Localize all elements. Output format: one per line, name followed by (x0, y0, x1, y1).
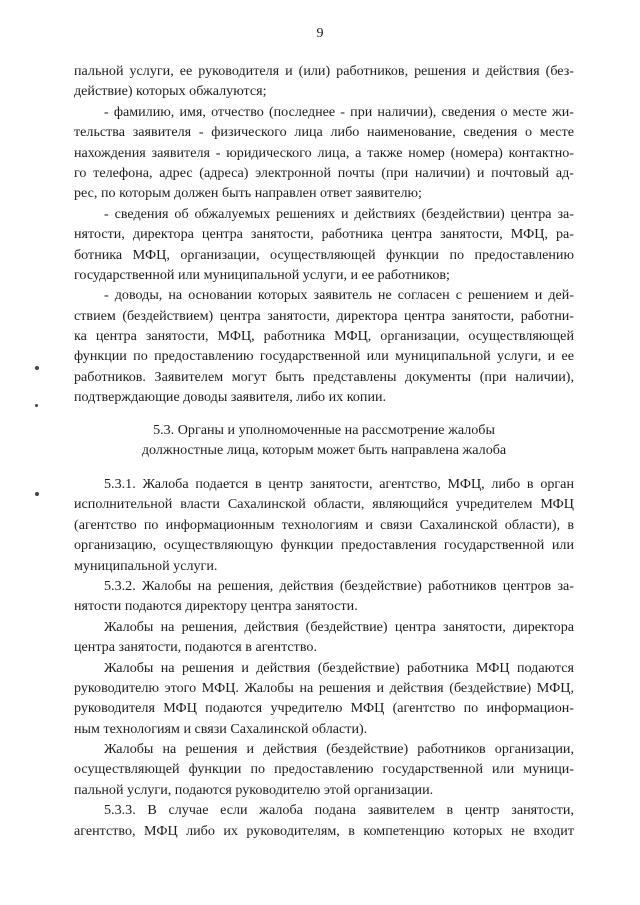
text-line: нахождения заявителя - юридического лица, а также номер (номера) контактно- (74, 144, 574, 161)
text-line: руководителя МФЦ подаются учредителю МФЦ (агентство по информацион- (74, 700, 574, 717)
heading-line: 5.3. Органы и уполномоченные на рассмотрение жалобы (153, 422, 495, 438)
heading-line: должностные лица, которым может быть направлена жалоба (141, 441, 507, 458)
text-line: центра занятости, подаются в агентство. (74, 639, 317, 656)
margin-mark (35, 366, 39, 370)
page-number: 9 (316, 26, 324, 41)
text-line: муниципальной услуги. (74, 557, 218, 574)
text-line: руководителю этого МФЦ. Жалобы на решения и действия (бездействие) МФЦ, (74, 679, 574, 696)
margin-mark (35, 404, 38, 407)
text-line: ствием (бездействием) центра занятости, директора центра занятости, работни- (74, 307, 574, 324)
body-text-block-1 (74, 61, 574, 408)
text-line: ботника МФЦ, организации, осуществляющей функции по предоставлению (74, 246, 574, 263)
text-line: 5.3.2. Жалобы на решения, действия (бездействие) работников центров за- (104, 577, 574, 594)
text-line: - доводы, на основании которых заявитель не согласен с решением и дей- (104, 287, 574, 304)
text-line: государственной или муниципальной услуги, и ее работников; (74, 266, 450, 283)
text-line: рес, по которым должен быть направлен ответ заявителю; (74, 185, 422, 202)
text-line: Жалобы на решения и действия (бездействие) работника МФЦ подаются (104, 659, 574, 676)
text-line: Жалобы на решения, действия (бездействие) центра занятости, директора (104, 618, 574, 635)
text-line: ка центра занятости, МФЦ, работника МФЦ, организации, осуществляющей (74, 328, 574, 345)
text-line: (агентство по информационным технологиям и связи Сахалинской области), в (74, 516, 574, 533)
text-line: - сведения об обжалуемых решениях и действиях (бездействии) центра за- (104, 205, 574, 222)
text-line: ным технологиям и связи Сахалинской области). (74, 720, 368, 737)
text-line: тельства заявителя - физического лица либо наименование, сведения о месте (74, 124, 574, 141)
text-line: агентство, МФЦ либо их руководителям, в компетенцию которых не входит (74, 822, 574, 839)
text-line: работников. Заявителем могут быть представлены документы (при наличии), (74, 368, 574, 385)
text-line: функции по предоставлению государственной или муниципальной услуги, и ее (74, 348, 574, 365)
text-line: - фамилию, имя, отчество (последнее - при наличии), сведения о месте жи- (104, 103, 574, 120)
text-line: действие) которых обжалуются; (74, 83, 267, 100)
text-line: нятости подаются директору центра занятости. (74, 598, 358, 615)
text-line: подтверждающие доводы заявителя, либо их копии. (74, 389, 387, 406)
text-line: нятости, директора центра занятости, работника центра занятости, МФЦ, ра- (74, 226, 574, 243)
text-line: осуществляющей функции по предоставлению государственной или муници- (74, 761, 574, 778)
margin-mark (35, 492, 39, 496)
text-line: 5.3.1. Жалоба подается в центр занятости, агентство, МФЦ, либо в орган (104, 476, 574, 492)
section-heading (74, 421, 574, 460)
text-line: 5.3.3. В случае если жалоба подана заявителем в центр занятости, (104, 802, 574, 819)
text-line: пальной услуги, подаются руководителю этой организации. (74, 781, 434, 798)
body-text-block-2 (74, 474, 574, 841)
text-line: Жалобы на решения и действия (бездействие) работников организации, (104, 741, 574, 758)
text-line: исполнительной власти Сахалинской области, являющийся учредителем МФЦ (74, 496, 574, 513)
text-line: го телефона, адрес (адреса) электронной почты (при наличии) и почтовый ад- (74, 164, 574, 181)
text-line: организацию, осуществляющую функции предоставления государственной или (74, 537, 574, 554)
text-line: пальной услуги, ее руководителя и (или) работников, решения и действия (без- (74, 63, 574, 79)
